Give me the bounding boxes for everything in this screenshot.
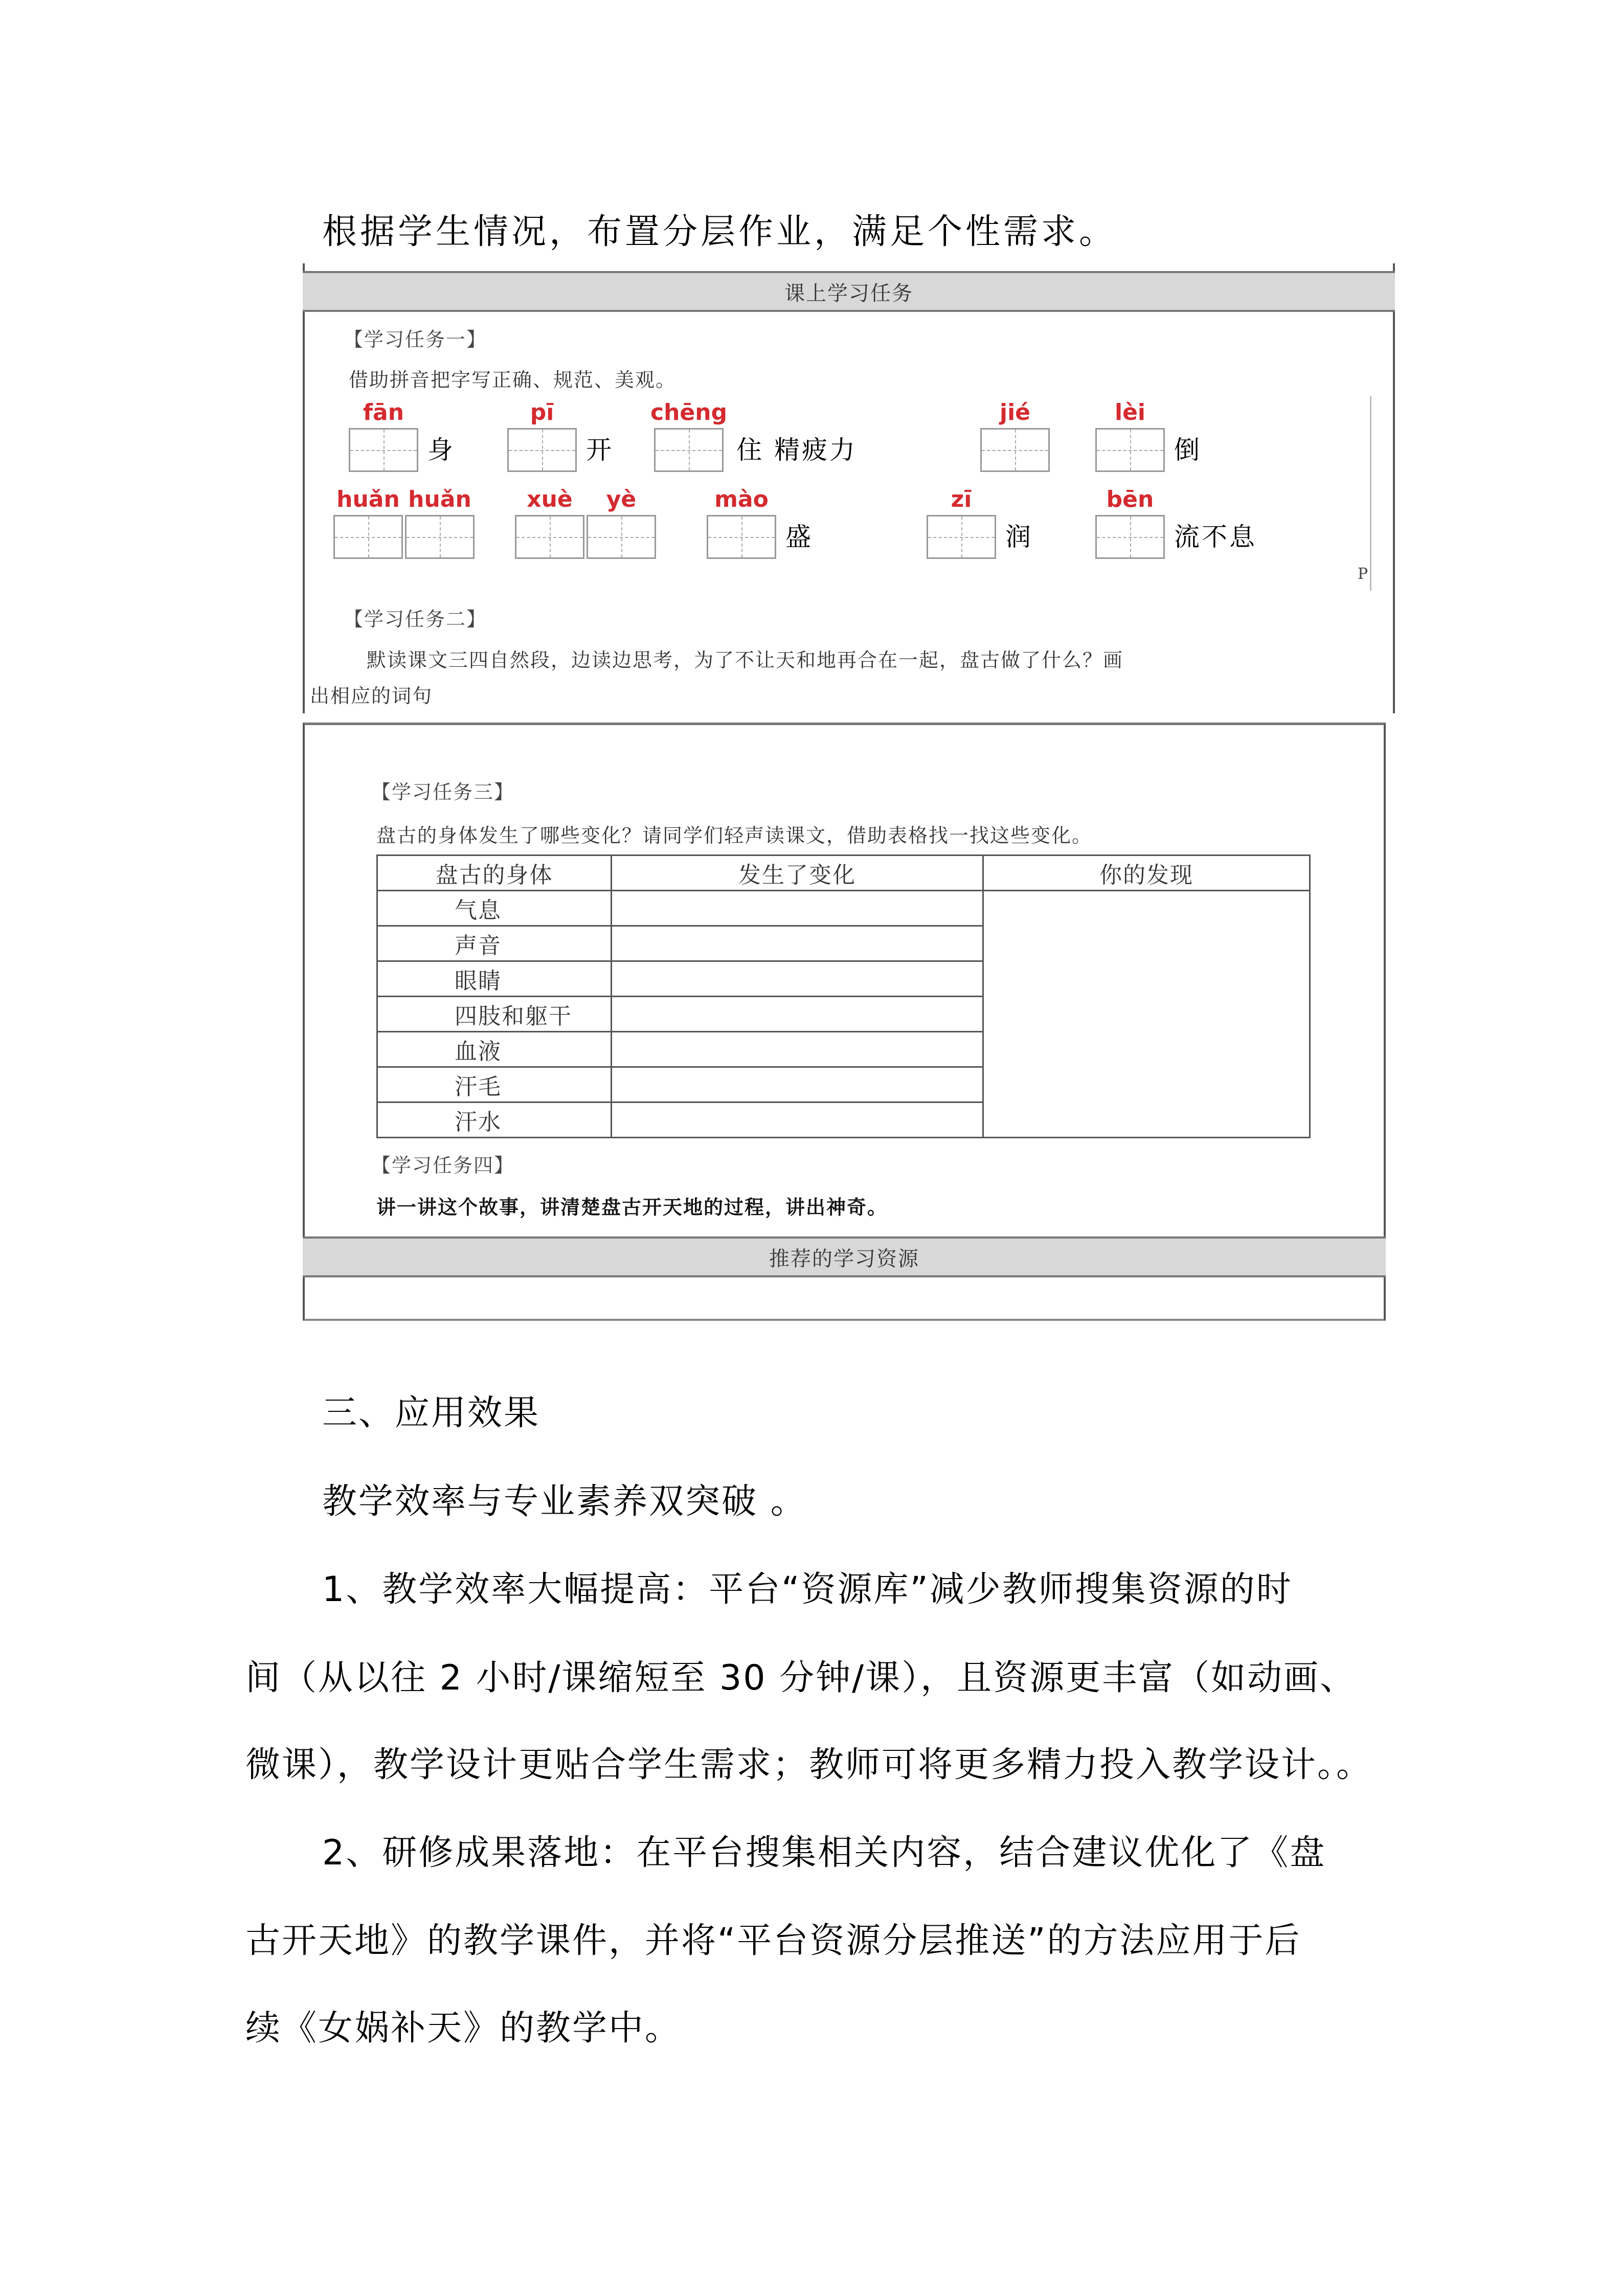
discovery-cell[interactable] [983, 891, 1310, 1138]
given-characters: 住 精疲力 [736, 435, 857, 465]
pinyin-label: lèi [1114, 399, 1145, 425]
task1-title: 【学习任务一】 [344, 328, 487, 351]
given-characters: 身 [427, 435, 455, 465]
pinyin-exercise [336, 386, 1366, 601]
point1-line3: 微课），教学设计更贴合学生需求；教师可将更多精力投入教学设计。。 [245, 1745, 1373, 1785]
writing-cell [650, 401, 727, 472]
writing-cell [1095, 488, 1165, 559]
task4-text: 讲一讲这个故事，讲清楚盘古开天地的过程，讲出神奇。 [376, 1196, 888, 1219]
pinyin-label: huǎn [408, 486, 471, 512]
given-characters: 流不息 [1174, 522, 1257, 552]
body-part-cell: 汗毛 [377, 1067, 612, 1102]
writing-cell [587, 488, 656, 559]
pinyin-label: fān [363, 399, 404, 425]
worksheet-bottom [303, 723, 1386, 1321]
pinyin-label: zī [951, 486, 972, 512]
writing-cell [1095, 401, 1165, 472]
section-summary: 教学效率与专业素养双突破 。 [322, 1481, 807, 1522]
body-part-cell: 汗水 [377, 1102, 612, 1138]
tian-grid-box[interactable] [587, 515, 656, 559]
pinyin-label: pī [530, 399, 554, 425]
given-characters: 盛 [785, 522, 813, 552]
point2-line3: 续《女娲补天》的教学中。 [245, 2008, 682, 2049]
point2-line1: 2、研修成果落地：在平台搜集相关内容，结合建议优化了《盘 [322, 1833, 1326, 1873]
body-part-cell: 四肢和躯干 [377, 997, 612, 1032]
writing-cell [349, 401, 418, 472]
writing-cell [927, 488, 996, 559]
writing-cell [333, 488, 403, 559]
pinyin-label: yè [606, 486, 637, 512]
pinyin-group [1095, 401, 1202, 472]
body-part-cell: 气息 [377, 891, 612, 926]
table-header: 你的发现 [983, 856, 1310, 891]
writing-cell [405, 488, 475, 559]
pinyin-group [507, 401, 614, 472]
writing-cell [515, 488, 584, 559]
tian-grid-box[interactable] [654, 428, 724, 472]
body-part-cell: 血液 [377, 1032, 612, 1067]
given-characters: 倒 [1174, 435, 1202, 465]
change-cell[interactable] [612, 1102, 983, 1138]
body-part-cell: 眼睛 [377, 961, 612, 997]
tian-grid-box[interactable] [349, 428, 418, 472]
tian-grid-box[interactable] [1095, 515, 1165, 559]
worksheet-border-left [303, 263, 305, 713]
tian-grid-box[interactable] [707, 515, 776, 559]
intro-line: 根据学生情况，布置分层作业，满足个性需求。 [322, 212, 1117, 252]
worksheet-top [303, 263, 1395, 713]
point2-line2: 古开天地》的教学课件，并将“平台资源分层推送”的方法应用于后 [245, 1921, 1301, 1961]
tian-grid-box[interactable] [515, 515, 584, 559]
body-change-table [376, 854, 1311, 1138]
change-cell[interactable] [612, 961, 983, 997]
section-heading: 三、应用效果 [322, 1393, 540, 1433]
point1-line2: 间（从以往 2 小时/课缩短至 30 分钟/课），且资源更丰富（如动画、 [245, 1658, 1357, 1698]
tian-grid-box[interactable] [333, 515, 403, 559]
table-header: 盘古的身体 [377, 856, 612, 891]
change-cell[interactable] [612, 997, 983, 1032]
pinyin-group [333, 488, 484, 559]
pinyin-group [1095, 488, 1257, 559]
tian-grid-box[interactable] [980, 428, 1050, 472]
writing-cell [707, 488, 776, 559]
table-row [377, 891, 1310, 926]
change-cell[interactable] [612, 1067, 983, 1102]
writing-cell [980, 401, 1050, 472]
body-part-cell: 声音 [377, 926, 612, 961]
task2-title: 【学习任务二】 [344, 608, 487, 631]
task2-text-line2: 出相应的词句 [310, 685, 433, 707]
resources-band: 推荐的学习资源 [303, 1236, 1386, 1277]
given-characters: 润 [1005, 522, 1033, 552]
change-cell[interactable] [612, 1032, 983, 1067]
point1-line1: 1、教学效率大幅提高：平台“资源库”减少教师搜集资源的时 [322, 1569, 1293, 1610]
given-characters: 开 [586, 435, 614, 465]
worksheet-border-right [1393, 263, 1395, 713]
pinyin-label: bēn [1106, 486, 1154, 512]
pinyin-label: chēng [650, 399, 728, 425]
pinyin-group [927, 488, 1033, 559]
change-cell[interactable] [612, 891, 983, 926]
pinyin-label: mào [714, 486, 769, 512]
task3-title: 【学习任务三】 [371, 781, 515, 803]
tian-grid-box[interactable] [1095, 428, 1165, 472]
task4-title: 【学习任务四】 [371, 1154, 515, 1177]
tian-grid-box[interactable] [507, 428, 577, 472]
pinyin-label: xuè [527, 486, 573, 512]
pinyin-label: jié [999, 399, 1030, 425]
tian-grid-box[interactable] [927, 515, 996, 559]
writing-cell [507, 401, 577, 472]
pinyin-group [515, 488, 665, 559]
pinyin-group [349, 401, 455, 472]
pinyin-group [707, 488, 813, 559]
task3-instruction: 盘古的身体发生了哪些变化？请同学们轻声读课文，借助表格找一找这些变化。 [376, 824, 1093, 847]
pinyin-group [980, 401, 1059, 472]
task2-text-line1: 默读课文三四自然段，边读边思考，为了不让天和地再合在一起，盘古做了什么？画 [367, 649, 1124, 671]
change-cell[interactable] [612, 926, 983, 961]
pinyin-label: huǎn [336, 486, 400, 512]
inner-border [1370, 396, 1371, 591]
stray-mark: P [1358, 565, 1368, 583]
task1-instruction: 借助拼音把字写正确、规范、美观。 [349, 369, 677, 391]
header-band: 课上学习任务 [303, 271, 1395, 312]
pinyin-group [650, 401, 857, 472]
table-header: 发生了变化 [612, 856, 983, 891]
tian-grid-box[interactable] [405, 515, 475, 559]
